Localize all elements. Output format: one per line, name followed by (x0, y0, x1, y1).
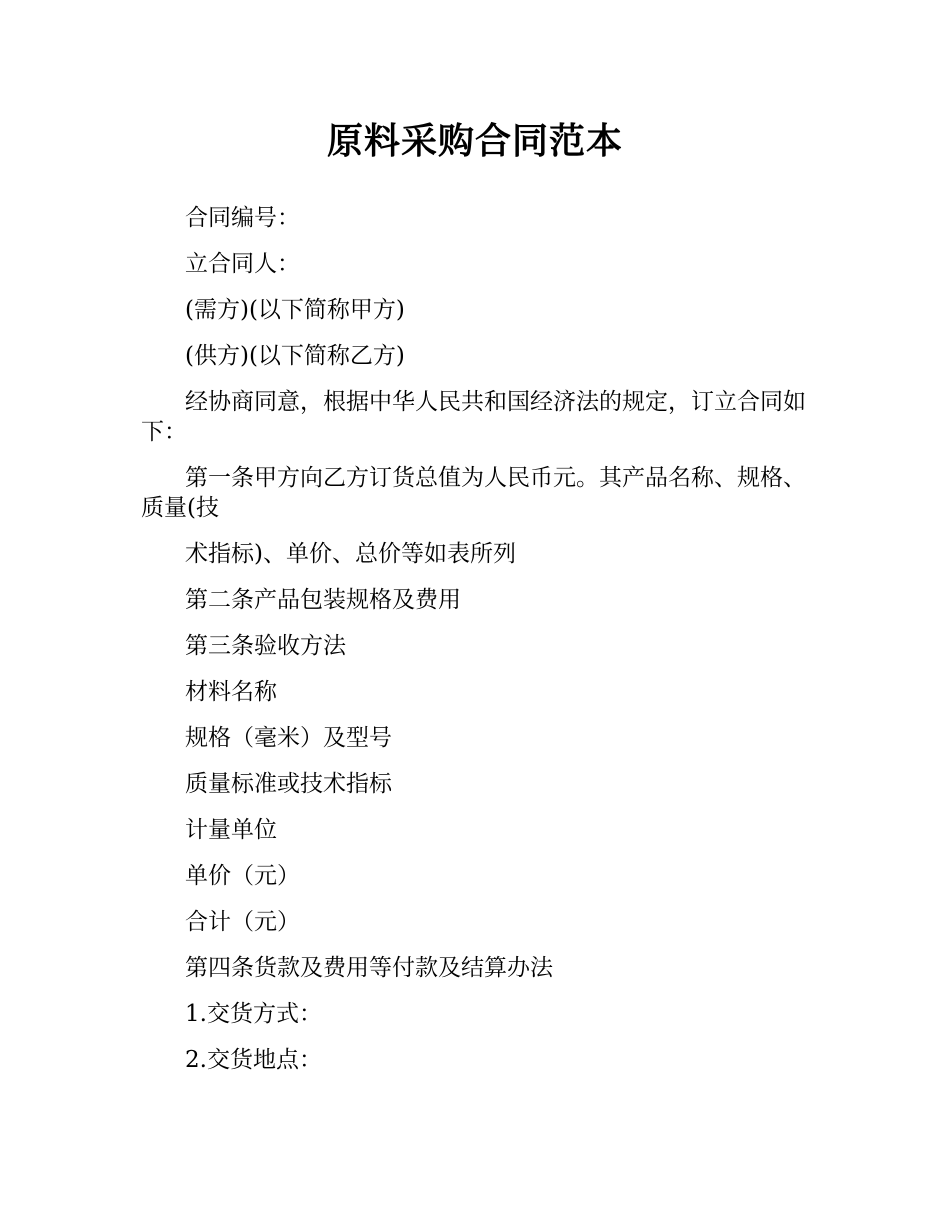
document-body (141, 203, 811, 1091)
paragraph-delivery-method: 1.交货方式： (185, 1001, 322, 1027)
paragraph-unit: 计量单位 (185, 817, 277, 843)
paragraph-parties: 立合同人： (185, 251, 300, 277)
paragraph-unit-price: 单价（元） (185, 863, 300, 889)
paragraph-delivery-place: 2.交货地点： (185, 1047, 322, 1073)
paragraph-buyer: (需方)(以下简称甲方) (185, 297, 405, 323)
paragraph-article-3: 第三条验收方法 (185, 633, 346, 659)
paragraph-material-name: 材料名称 (185, 679, 277, 705)
paragraph-preamble: 经协商同意，根据中华人民共和国经济法的规定，订立合同如下： (141, 389, 806, 445)
paragraph-article-4: 第四条货款及费用等付款及结算办法 (185, 955, 553, 981)
paragraph-quality-standard: 质量标准或技术指标 (185, 771, 392, 797)
paragraph-total: 合计（元） (185, 909, 300, 935)
paragraph-contract-number: 合同编号： (185, 205, 300, 231)
document-title: 原料采购合同范本 (326, 121, 623, 162)
paragraph-article-1: 第一条甲方向乙方订货总值为人民币元。其产品名称、规格、质量(技 (141, 465, 806, 521)
paragraph-article-2: 第二条产品包装规格及费用 (185, 587, 461, 613)
paragraph-spec-model: 规格（毫米）及型号 (185, 725, 392, 751)
paragraph-article-1-cont: 术指标)、单价、总价等如表所列 (185, 541, 516, 567)
paragraph-seller: (供方)(以下简称乙方) (185, 343, 405, 369)
